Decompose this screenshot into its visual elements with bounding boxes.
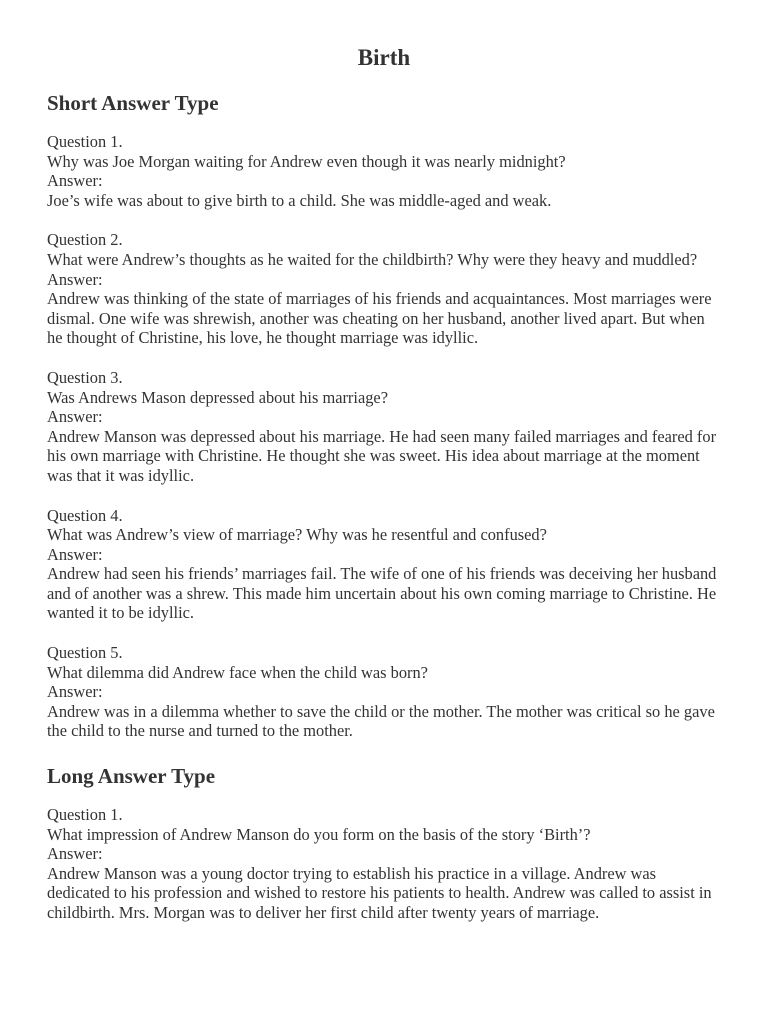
qa-item-short-4 (47, 506, 721, 624)
question-label: Question 2. (47, 230, 123, 250)
section-heading-long-answer: Long Answer Type (47, 764, 216, 789)
question-label: Question 5. (47, 643, 123, 663)
qa-item-short-3 (47, 368, 721, 486)
question-text: Was Andrews Mason depressed about his marriage? (47, 387, 388, 407)
question-text: What impression of Andrew Manson do you form on the basis of the story ‘Birth’? (47, 824, 591, 844)
answer-label: Answer: (47, 269, 103, 289)
answer-text: Andrew was thinking of the state of marriages of his friends and acquaintances. Most marriages were dismal. One wife was shrewish, another was cheating on her husband, another lived apart. But when he thought of Christine, his love, he thought marriage was idyllic. (47, 289, 712, 348)
question-text: What were Andrew’s thoughts as he waited for the childbirth? Why were they heavy and muddled? (47, 249, 698, 269)
qa-item-short-1 (47, 132, 721, 210)
answer-text: Joe’s wife was about to give birth to a child. She was middle-aged and weak. (47, 190, 552, 210)
section-heading-short-answer: Short Answer Type (47, 91, 219, 115)
answer-label: Answer: (47, 171, 103, 191)
question-text: What dilemma did Andrew face when the child was born? (47, 662, 428, 682)
question-label: Question 1. (47, 805, 123, 825)
question-text: What was Andrew’s view of marriage? Why was he resentful and confused? (47, 525, 547, 545)
answer-label: Answer: (47, 844, 103, 864)
answer-label: Answer: (47, 544, 103, 564)
answer-text: Andrew was in a dilemma whether to save the child or the mother. The mother was critical so he gave the child to the nurse and turned to the mother. (47, 701, 715, 741)
question-text: Why was Joe Morgan waiting for Andrew even though it was nearly midnight? (47, 151, 566, 171)
answer-label: Answer: (47, 407, 103, 427)
question-label: Question 3. (47, 367, 123, 387)
qa-item-long-1 (47, 805, 721, 923)
question-label: Question 1. (47, 132, 123, 151)
page-title: Birth (357, 45, 411, 70)
answer-text: Andrew Manson was depressed about his marriage. He had seen many failed marriages and feared for his own marriage with Christine. He thought she was sweet. His idea about marriage at the moment was that it was idyllic. (47, 426, 717, 485)
qa-item-short-5 (47, 643, 721, 741)
answer-text: Andrew had seen his friends’ marriages fail. The wife of one of his friends was deceiving her husband and of another was a shrew. This made him uncertain about his own coming marriage to Christine. He wanted it to be idyllic. (47, 564, 717, 623)
question-label: Question 4. (47, 505, 123, 525)
qa-item-short-2 (47, 230, 721, 348)
answer-label: Answer: (47, 682, 103, 702)
answer-text: Andrew Manson was a young doctor trying to establish his practice in a village. Andrew was dedicated to his profession and wished to restore his patients to health. Andrew was called to assist in childbirth. Mrs. Morgan was to deliver her first child after twenty years of marriage. (47, 863, 712, 922)
